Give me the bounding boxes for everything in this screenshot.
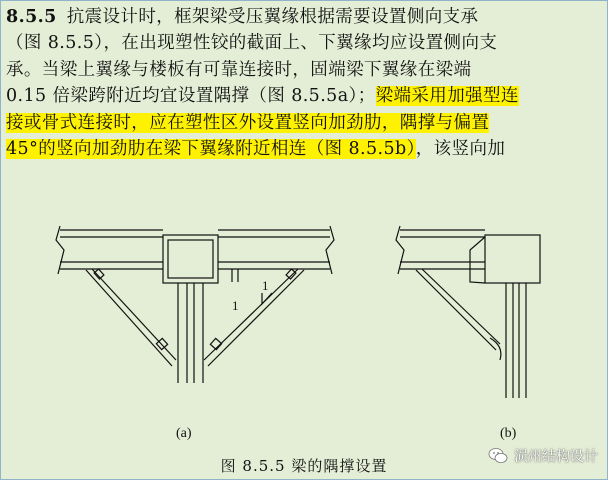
highlighted-text-2: 接或骨式连接时，应在塑性区外设置竖向加劲肋，隅撑与偏置 xyxy=(6,112,490,133)
paragraph-text-1: 抗震设计时，框架梁受压翼缘根据需要设置侧向支承 xyxy=(66,7,479,27)
slope-mark-1: 1 xyxy=(232,298,239,313)
paragraph-line-2: （图 8.5.5），在出现塑性铰的截面上、下翼缘均应设置侧向支 xyxy=(6,33,498,54)
paragraph-line-5 xyxy=(6,110,604,136)
watermark xyxy=(488,446,598,466)
paragraph-text-6: ，该竖向加 xyxy=(415,138,506,159)
paragraph-line-6 xyxy=(6,136,604,162)
watermark-text: 涢州结构设计 xyxy=(514,449,598,465)
brace-figure xyxy=(0,190,608,480)
paragraph-line-3: 承。当梁上翼缘与楼板有可靠连接时，固端梁下翼缘在梁端 xyxy=(6,59,472,80)
paragraph-line-1 xyxy=(6,4,604,30)
figure-caption: 图 8.5.5 梁的隅撑设置 xyxy=(220,457,388,475)
wechat-icon xyxy=(488,447,508,465)
code-paragraph xyxy=(6,4,604,162)
brace-drawing xyxy=(0,190,608,450)
figure-b-drawing xyxy=(396,226,540,398)
slope-mark-2: 1 xyxy=(262,278,269,293)
figure-a-drawing xyxy=(56,226,334,383)
paragraph-line-4 xyxy=(6,83,604,109)
figure-a-label: (a) xyxy=(176,426,192,441)
paragraph-text-4: 0.15 倍梁跨附近均宜设置隅撑（图 8.5.5a）； xyxy=(6,86,376,107)
clause-number: 8.5.5 xyxy=(6,7,57,27)
figure-b-label: (b) xyxy=(500,426,517,441)
highlighted-text-3: 45°的竖向加劲肋在梁下翼缘附近相连（图 8.5.5b） xyxy=(6,138,416,159)
highlighted-text-1: 梁端采用加强型连 xyxy=(375,86,519,107)
